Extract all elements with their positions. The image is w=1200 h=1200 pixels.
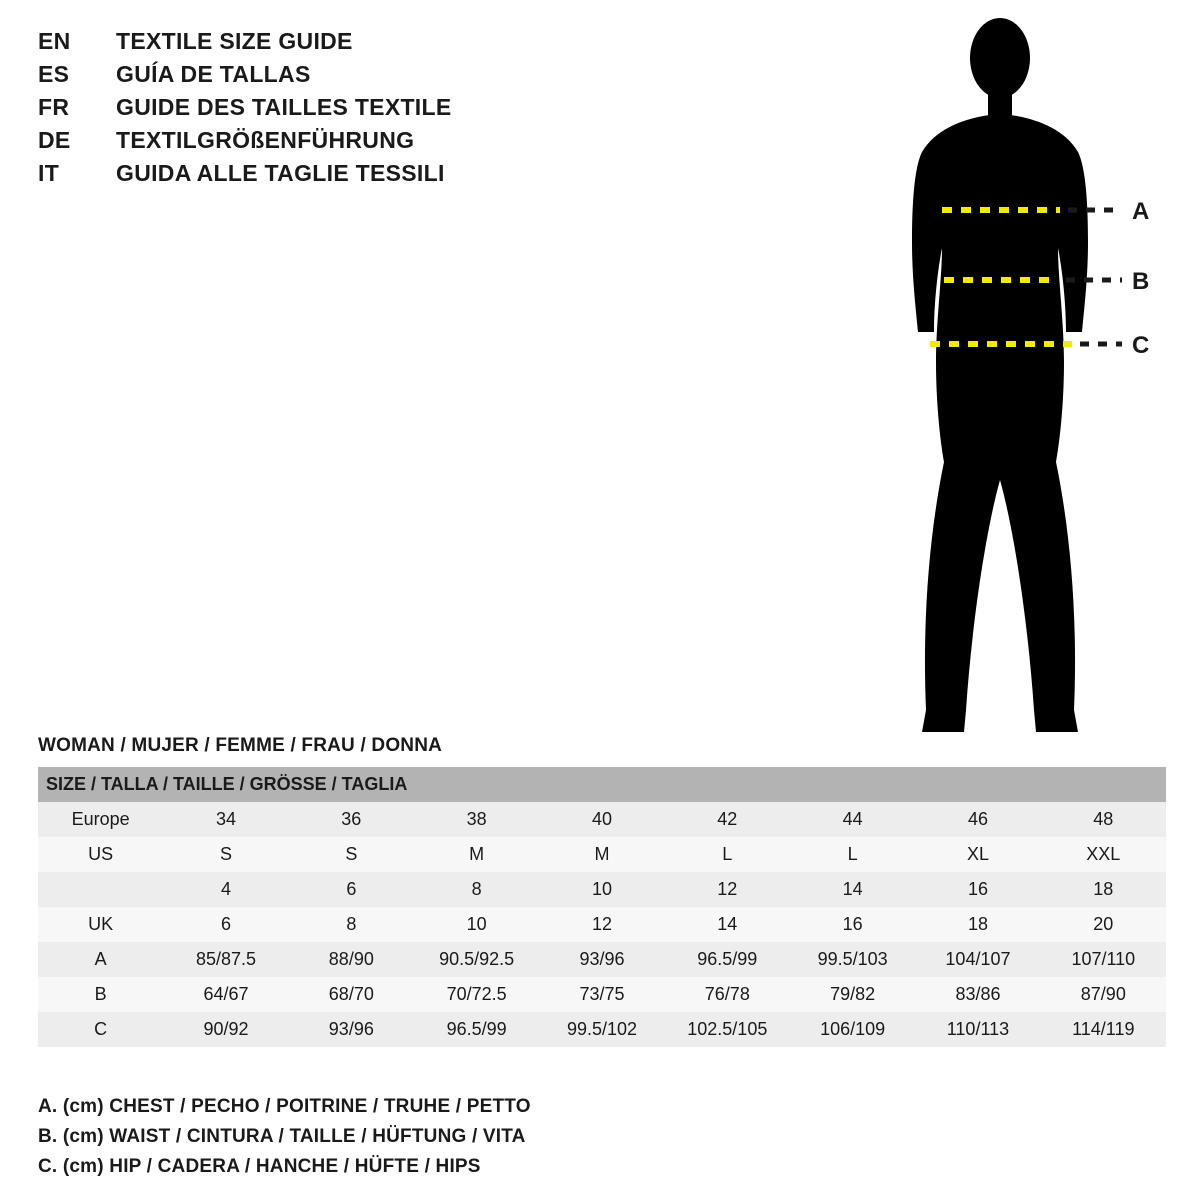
row-label: Europe <box>71 809 130 829</box>
table-cell: 90/92 <box>203 1019 249 1039</box>
table-cell: 110/113 <box>946 1019 1010 1039</box>
table-cell: 8 <box>471 879 482 899</box>
table-cell: 18 <box>1093 879 1114 899</box>
marker-label-b: B <box>1132 268 1150 295</box>
table-cell: XL <box>966 844 989 864</box>
row-label: A <box>94 949 107 969</box>
language-title: TEXTILGRÖßENFÜHRUNG <box>116 127 415 153</box>
table-cell: 107/110 <box>1071 949 1136 969</box>
table-cell: 73/75 <box>579 984 625 1004</box>
table-cell: 6 <box>346 879 357 899</box>
table-cell: 90.5/92.5 <box>439 949 515 969</box>
female-silhouette-icon <box>860 10 1190 750</box>
legend-line-c: C. (cm) HIP / CADERA / HANCHE / HÜFTE / HIPS <box>38 1156 481 1177</box>
language-title: GUÍA DE TALLAS <box>116 61 311 87</box>
table-cell: 14 <box>717 914 738 934</box>
size-table <box>38 767 1166 1047</box>
table-cell: 88/90 <box>328 949 374 969</box>
table-cell: 12 <box>591 914 612 934</box>
row-label: UK <box>88 914 114 934</box>
table-cell: 64/67 <box>203 984 249 1004</box>
table-cell: 12 <box>717 879 738 899</box>
table-row <box>38 907 1166 942</box>
language-code: FR <box>38 94 70 120</box>
language-row <box>38 127 598 160</box>
table-row <box>38 872 1166 907</box>
table-cell: 18 <box>967 914 988 934</box>
marker-label-c: C <box>1132 332 1150 359</box>
table-cell: 6 <box>220 914 231 934</box>
table-cell: M <box>594 844 610 864</box>
table-row <box>38 1012 1166 1047</box>
table-cell: XXL <box>1086 844 1121 864</box>
table-cell: 8 <box>346 914 357 934</box>
row-label: B <box>94 984 107 1004</box>
table-cell: S <box>345 844 358 864</box>
table-cell: 44 <box>842 809 863 829</box>
size-table-section <box>38 735 1166 1047</box>
table-cell: 83/86 <box>955 984 1001 1004</box>
row-label: US <box>88 844 114 864</box>
language-title-list <box>38 28 598 193</box>
table-cell: 96.5/99 <box>446 1019 507 1039</box>
table-cell: L <box>847 844 858 864</box>
table-cell: 10 <box>466 914 487 934</box>
table-cell: 93/96 <box>579 949 625 969</box>
language-title: GUIDE DES TAILLES TEXTILE <box>116 94 452 120</box>
language-row <box>38 94 598 127</box>
row-label: C <box>94 1019 108 1039</box>
language-code: DE <box>38 127 71 153</box>
table-header-row <box>38 767 1166 802</box>
table-row <box>38 802 1166 837</box>
legend-line-b: B. (cm) WAIST / CINTURA / TAILLE / HÜFTUNG / VITA <box>38 1126 526 1147</box>
table-cell: S <box>219 844 232 864</box>
table-row <box>38 837 1166 872</box>
table-caption: WOMAN / MUJER / FEMME / FRAU / DONNA <box>38 735 443 756</box>
language-row <box>38 28 598 61</box>
row-label <box>38 872 163 907</box>
table-cell: 104/107 <box>945 949 1011 969</box>
table-cell: 102.5/105 <box>687 1019 768 1039</box>
table-cell: 70/72.5 <box>446 984 507 1004</box>
language-code: ES <box>38 61 70 87</box>
measurement-legend <box>38 1092 838 1182</box>
table-cell: 106/109 <box>820 1019 886 1039</box>
table-header-label: SIZE / TALLA / TAILLE / GRÖSSE / TAGLIA <box>38 767 1166 802</box>
table-cell: 38 <box>466 809 487 829</box>
language-row <box>38 61 598 94</box>
table-cell: 114/119 <box>1072 1019 1135 1039</box>
table-cell: 42 <box>717 809 738 829</box>
table-cell: 48 <box>1093 809 1114 829</box>
table-cell: 99.5/102 <box>566 1019 638 1039</box>
table-cell: 99.5/103 <box>817 949 888 969</box>
table-cell: 79/82 <box>830 984 876 1004</box>
body-figure <box>860 10 1190 750</box>
language-title: GUIDA ALLE TAGLIE TESSILI <box>116 160 445 186</box>
table-cell: 20 <box>1093 914 1114 934</box>
table-cell: 10 <box>591 879 612 899</box>
table-cell: 87/90 <box>1080 984 1126 1004</box>
marker-label-a: A <box>1132 198 1150 225</box>
table-row <box>38 942 1166 977</box>
table-cell: 96.5/99 <box>697 949 758 969</box>
table-cell: 40 <box>591 809 612 829</box>
table-cell: 16 <box>842 914 863 934</box>
table-cell: 16 <box>967 879 988 899</box>
table-cell: 34 <box>215 809 236 829</box>
table-cell: 68/70 <box>328 984 374 1004</box>
language-code: EN <box>38 28 71 54</box>
table-cell: 46 <box>967 809 988 829</box>
table-cell: 14 <box>842 879 863 899</box>
table-cell: 85/87.5 <box>195 949 257 969</box>
table-cell: 4 <box>220 879 231 899</box>
table-cell: 76/78 <box>704 984 750 1004</box>
table-cell: L <box>722 844 733 864</box>
legend-line-a: A. (cm) CHEST / PECHO / POITRINE / TRUHE / PETTO <box>38 1096 531 1117</box>
table-cell: 93/96 <box>328 1019 374 1039</box>
table-row <box>38 977 1166 1012</box>
language-code: IT <box>38 160 60 186</box>
table-cell: 36 <box>341 809 362 829</box>
language-title: TEXTILE SIZE GUIDE <box>116 28 353 54</box>
table-cell: M <box>469 844 485 864</box>
language-row <box>38 160 598 193</box>
